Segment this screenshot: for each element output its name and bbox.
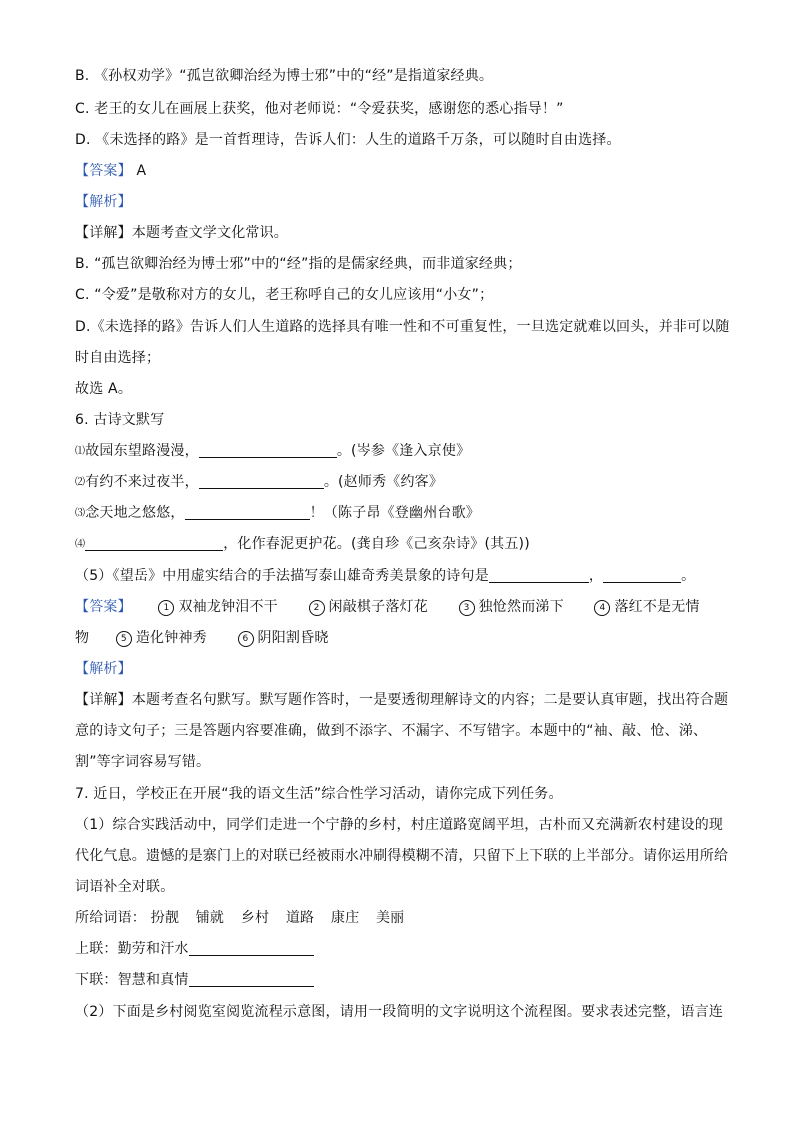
answer-blank (85, 536, 223, 551)
option-c-text: C. 老王的女儿在画展上获奖，他对老师说：“令爱获奖，感谢您的悉心指导！” (75, 101, 564, 117)
answer-6 (75, 597, 725, 617)
verse-source: ，化作春泥更护花。(龚自珍《己亥杂诗》(其五)) (223, 536, 530, 552)
answer-6-cont (75, 628, 725, 648)
question-7-title: 7. 近日，学校正在开展“我的语文生活”综合性学习活动，请你完成下列任务。 (75, 786, 563, 802)
detail-2-line-2: 意的诗文句子；三是答题内容要准确，做到不添字、不漏字、不写错字。本题中的“袖、敲、怆、涕、 (75, 723, 708, 739)
verse-source: ！（陈子昂《登幽州台歌》 (309, 505, 481, 521)
option-d-text: D. 《未选择的路》是一首哲理诗，告诉人们：人生的道路千万条，可以随时自由选择。 (75, 132, 621, 148)
answer-item: 双袖龙钟泪不干 (178, 599, 278, 615)
answer-blank (199, 474, 324, 489)
verse-given: 念天地之悠悠， (85, 505, 185, 521)
verse-source: 。(赵师秀《约客》 (323, 474, 444, 490)
given-word: 美丽 (375, 910, 405, 926)
option-b-text: B. 《孙权劝学》“孤岂欲卿治经为博士邪”中的“经”是指道家经典。 (75, 68, 494, 84)
item-number: ⑵ (75, 477, 86, 488)
question-7-1-line-1: （1）综合实践活动中，同学们走进一个宁静的乡村，村庄道路宽阔平坦，古朴而又充满新农村建设的现 (75, 817, 724, 833)
verse-source: 。(岑参《逢入京使》 (336, 443, 471, 459)
explanation-c: C. “令爱”是敬称对方的女儿，老王称呼自己的女儿应该用“小女”； (75, 287, 494, 303)
answer-tag: 【答案】 (75, 599, 132, 615)
question-6-2 (75, 472, 725, 493)
circled-number: 4 (594, 600, 610, 616)
question-6-3 (75, 503, 725, 524)
detail-2-line-3: 割”等字词容易写错。 (75, 754, 211, 770)
item-number: ⑶ (75, 508, 86, 519)
question-text: （5）《望岳》中用虚实结合的手法描写泰山雄奇秀美景象的诗句是 (75, 568, 489, 584)
end-mark: 。 (681, 568, 696, 584)
analysis-tag: 【解析】 (75, 661, 132, 677)
answer-blank (603, 568, 681, 583)
answer-item: 独怆然而涕下 (478, 599, 564, 615)
upper-couplet-text: 上联：勤劳和汗水 (75, 941, 189, 957)
lower-couplet (75, 970, 725, 990)
detail-1 (75, 223, 725, 243)
detail-tag: 【详解】 (75, 692, 132, 708)
verse-given: 有约不来过夜半， (85, 474, 199, 490)
question-6-5 (75, 566, 725, 586)
separator: ， (588, 568, 604, 584)
given-word: 铺就 (195, 910, 225, 926)
circled-number: 1 (158, 600, 174, 616)
answer-item: 落红不是无情 (614, 599, 700, 615)
answer-value: A (136, 163, 147, 179)
given-word: 康庄 (330, 910, 360, 926)
detail-tag: 【详解】 (75, 225, 132, 241)
analysis-tag: 【解析】 (75, 194, 132, 210)
question-6-title: 6. 古诗文默写 (75, 412, 165, 428)
question-7-2-line-1: （2）下面是乡村阅览室阅览流程示意图，请用一段简明的文字说明这个流程图。要求表述完整，语言连 (75, 1004, 724, 1020)
answer-item-end: 物 (75, 630, 90, 646)
choose-answer: 故选 A。 (75, 381, 133, 397)
detail-2-line-1 (75, 690, 729, 710)
circled-number: 3 (459, 600, 475, 616)
answer-blank (189, 972, 314, 987)
answer-5 (75, 161, 725, 181)
circled-number: 5 (116, 631, 132, 647)
answer-blank (185, 505, 310, 520)
item-number: ⑷ (75, 539, 86, 550)
item-number: ⑴ (75, 446, 86, 457)
question-7-1-line-3: 词语补全对联。 (75, 879, 175, 895)
lower-couplet-text: 下联：智慧和真情 (75, 972, 189, 988)
question-7-1-line-2: 代化气息。遗憾的是寨门上的对联已经被雨水冲刷得模糊不清，只留下上下联的上半部分。请你运用所给 (75, 848, 729, 864)
given-words-label: 所给词语： (75, 910, 146, 926)
question-6-4 (75, 534, 725, 555)
verse-given: 故园东望路漫漫， (85, 443, 199, 459)
answer-blank (199, 443, 337, 458)
detail-text: 本题考查名句默写。默写题作答时，一是要透彻理解诗文的内容；二是要认真审题，找出符合题 (131, 692, 729, 708)
answer-blank (489, 568, 589, 583)
answer-item: 造化钟神秀 (135, 630, 207, 646)
upper-couplet (75, 939, 725, 959)
explanation-d-1: D.《未选择的路》告诉人们人生道路的选择具有唯一性和不可重复性，一旦选定就难以回头，并非可以随 (75, 319, 730, 335)
detail-text: 本题考查文学文化常识。 (131, 225, 289, 241)
given-words (75, 908, 725, 928)
given-word: 道路 (285, 910, 315, 926)
circled-number: 6 (238, 631, 254, 647)
given-word: 乡村 (240, 910, 270, 926)
answer-item: 闲敲棋子落灯花 (328, 599, 428, 615)
question-6-1 (75, 441, 725, 462)
given-word: 扮靓 (150, 910, 180, 926)
answer-blank (189, 941, 314, 956)
answer-tag: 【答案】 (75, 163, 132, 179)
explanation-d-2: 时自由选择； (75, 350, 161, 366)
answer-item: 阴阳割昏晓 (257, 630, 329, 646)
circled-number: 2 (309, 600, 325, 616)
explanation-b: B. “孤岂欲卿治经为博士邪”中的“经”指的是儒家经典，而非道家经典； (75, 256, 522, 272)
